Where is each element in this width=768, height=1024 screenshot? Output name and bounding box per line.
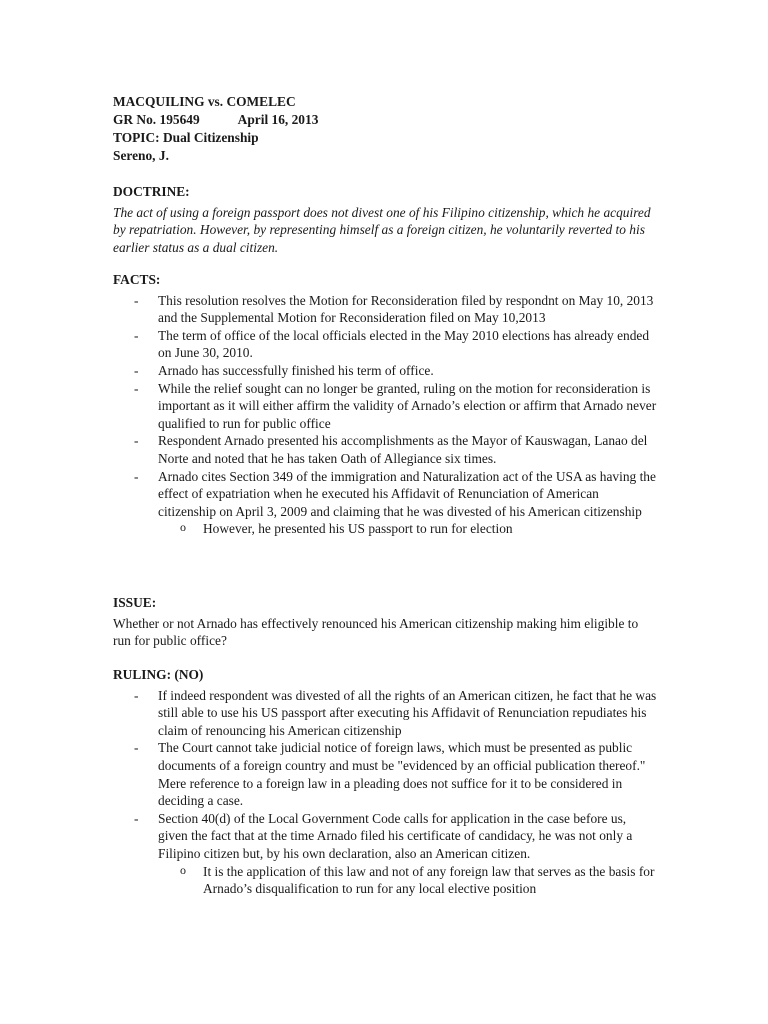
gr-line <box>113 111 318 129</box>
doctrine-section <box>113 183 653 256</box>
ruling-item: - If indeed respondent was divested of all the rights of an American citizen, he fact that he was still able to use his US passport after executing his Affidavit of Renunciation repudiates his claim of renouncing his American citizenship <box>113 687 658 740</box>
doctrine-text: The act of using a foreign passport does not divest one of his Filipino citizenship, which he acquired by repatriation. However, by representing himself as a foreign citizen, he voluntarily reverted to his earlier status as a dual citizen. <box>113 204 651 255</box>
ruling-sublist <box>158 863 658 898</box>
fact-subitem: o However, he presented his US passport to run for election <box>158 520 658 538</box>
ruling-list <box>113 687 658 898</box>
facts-list <box>113 292 658 538</box>
ruling-subitem: o It is the application of this law and not of any foreign law that serves as the basis for Arnado’s disqualification to run for any local elective position <box>158 863 658 898</box>
decision-date: April 16, 2013 <box>237 112 319 127</box>
fact-item: - Arnado has successfully finished his term of office. <box>113 362 658 380</box>
ponente: Sereno, J. <box>113 148 169 163</box>
issue-title: ISSUE: <box>113 595 157 610</box>
issue-text: Whether or not Arnado has effectively renounced his American citizenship making him eligible to run for public office? <box>113 615 639 649</box>
ruling-section <box>113 666 658 898</box>
ruling-title: RULING: (NO) <box>113 667 204 682</box>
ruling-item-text: Section 40(d) of the Local Government Code calls for application in the case before us, given the fact that at the time Arnado filed his certificate of candidacy, he was not only a Filipino citizen but, by his own declaration, also an American citizen. <box>158 810 633 861</box>
gr-number: GR No. 195649 <box>113 112 200 127</box>
fact-item: - Respondent Arnado presented his accomplishments as the Mayor of Kauswagan, Lanao del Norte and noted that he has taken Oath of Allegiance six times. <box>113 432 658 467</box>
case-topic: TOPIC: Dual Citizenship <box>113 130 259 145</box>
fact-item-text: Arnado cites Section 349 of the immigration and Naturalization act of the USA as having the effect of expatriation when he executed his Affidavit of Renunciation of American citizenship on April 3, 2009 and claiming that he was divested of his American citizenship <box>158 468 656 519</box>
fact-item <box>113 468 658 538</box>
ruling-item <box>113 810 658 898</box>
fact-item: - While the relief sought can no longer be granted, ruling on the motion for reconsideration is important as it will either affirm the validity of Arnado’s election or affirm that Arnado never qualified to run for public office <box>113 380 658 433</box>
fact-item: - The term of office of the local officials elected in the May 2010 elections has already ended on June 30, 2010. <box>113 327 658 362</box>
case-title: MACQUILING vs. COMELEC <box>113 94 296 109</box>
ruling-item: - The Court cannot take judicial notice of foreign laws, which must be presented as public documents of a foreign country and must be "evidenced by an official publication thereof." Mere reference to a foreign law in a pleading does not suffice for it to be considered in deciding a case. <box>113 739 658 809</box>
case-header <box>113 93 318 165</box>
fact-item: - This resolution resolves the Motion for Reconsideration filed by respondnt on May 10, 2013 and the Supplemental Motion for Reconsideration filed on May 10,2013 <box>113 292 658 327</box>
fact-sublist <box>158 520 658 538</box>
facts-section <box>113 271 658 538</box>
doctrine-title: DOCTRINE: <box>113 184 190 199</box>
facts-title: FACTS: <box>113 272 161 287</box>
issue-section <box>113 594 658 650</box>
